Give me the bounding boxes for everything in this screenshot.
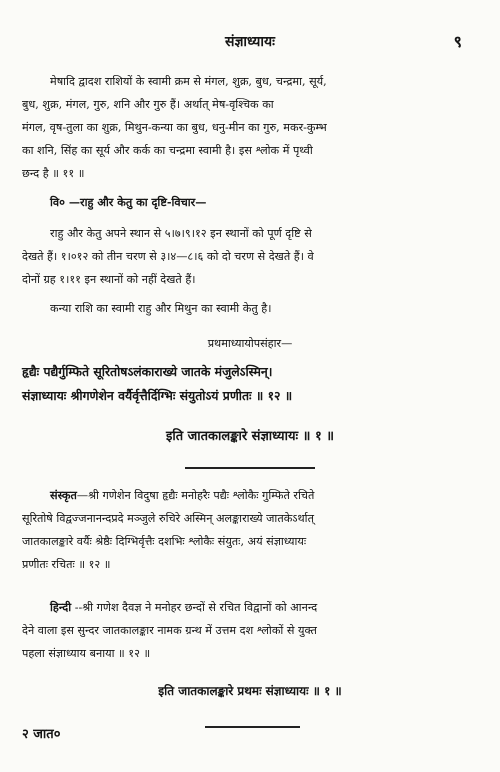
text-line: बुध, शुक्र, मंगल, गुरु, शनि और गुरु हैं। अर्थात् मेष-वृश्चिक का — [22, 98, 274, 111]
verse-block — [22, 360, 478, 408]
text-line: कन्या राशि का स्वामी राहु और मिथुन का स्वामी केतु है। — [50, 302, 272, 315]
text-line: का शनि, सिंह का सूर्य और कर्क का चन्द्रमा स्वामी है। इस श्लोक में पृथ्वी — [22, 144, 313, 157]
text-line: जातकालङ्कारे वर्यैः श्रेष्ठैः दिग्भिर्वृत्तैः दशभिः श्लोकैः संयुतः, अयं संज्ञाध्यायः — [22, 535, 307, 548]
text-line: --श्री गणेश दैवज्ञ ने मनोहर छन्दों से रचित विद्वानों को आनन्द — [71, 601, 318, 614]
summary-section — [22, 332, 478, 355]
sanskrit-commentary — [22, 484, 478, 576]
verse-line: हृद्यैः पद्यैर्गुम्फिते सूरितोषऽलंकाराख्ये जातके मंजुलेऽस्मिन्। — [22, 364, 273, 379]
text-line: मेषादि द्वादश राशियों के स्वामी क्रम से मंगल, शुक्र, बुध, चन्द्रमा, सूर्य, — [50, 75, 327, 88]
paragraph-virgo — [22, 297, 478, 320]
paragraph-aspects — [22, 222, 478, 291]
signature-mark: २ जात० — [22, 727, 61, 742]
text-line: देखते हैं। १।०१२ को तीन चरण से ३।४—८।६ को दो चरण से देखते हैं। वे — [22, 250, 314, 263]
text-line: देने वाला इस सुन्दर जातकालङ्कार नामक ग्रन्थ में उत्तम दश श्लोकों से युक्त — [22, 624, 317, 637]
hindi-commentary — [22, 596, 478, 665]
sanskrit-label: संस्कृत — [50, 488, 77, 502]
note-section — [22, 191, 478, 214]
paragraph-lords — [22, 70, 478, 185]
hindi-label: हिन्दी — [50, 600, 72, 614]
text-line: प्रणीतः रचितः ॥ १२ ॥ — [22, 558, 111, 571]
text-line: मंगल, वृष-तुला का शुक्र, मिथुन-कन्या का बुध, धनु-मीन का गुरु, मकर-कुम्भ — [22, 121, 327, 134]
text-line: पहला संज्ञाध्याय बनाया ॥ १२ ॥ — [22, 647, 151, 660]
colophon2-block — [22, 680, 478, 703]
verse-line: संज्ञाध्यायः श्रीगणेशेन वर्यैर्वृत्तैर्दिग्भिः संयुतोऽयं प्रणीतः ॥ १२ ॥ — [22, 388, 293, 403]
colophon: इति जातकालङ्कारे संज्ञाध्यायः ॥ १ ॥ — [165, 429, 335, 444]
footer-divider — [205, 726, 300, 728]
colophon-block — [22, 425, 478, 449]
summary-heading: प्रथमाध्यायोपसंहार— — [207, 337, 293, 350]
page-number: ९ — [453, 32, 462, 51]
chapter-title: संज्ञाध्यायः — [224, 34, 276, 50]
section-divider — [185, 467, 315, 469]
colophon-chapter: इति जातकालङ्कारे प्रथमः संज्ञाध्यायः ॥ १ ॥ — [158, 684, 342, 698]
text-line: छन्द है ॥ ११ ॥ — [22, 167, 85, 180]
text-line: दोनों ग्रह १।११ इन स्थानों को नहीं देखते हैं। — [22, 273, 196, 286]
note-heading: वि० —राहु और केतु का दृष्टि-विचार— — [50, 195, 207, 209]
text-line: राहु और केतु अपने स्थान से ५।७।९।१२ इन स्थानों को पूर्ण दृष्टि से — [50, 227, 312, 240]
text-line: —श्री गणेशेन विदुषा हृद्यैः मनोहरैः पद्यैः श्लोकैः गुम्फिते रचिते — [76, 489, 315, 502]
text-line: सूरितोषे विद्वज्जनानन्दप्रदे मञ्जुले रुचिरे अस्मिन् अलङ्काराख्ये जातकेऽर्थात् — [22, 512, 314, 525]
running-header — [0, 32, 500, 54]
